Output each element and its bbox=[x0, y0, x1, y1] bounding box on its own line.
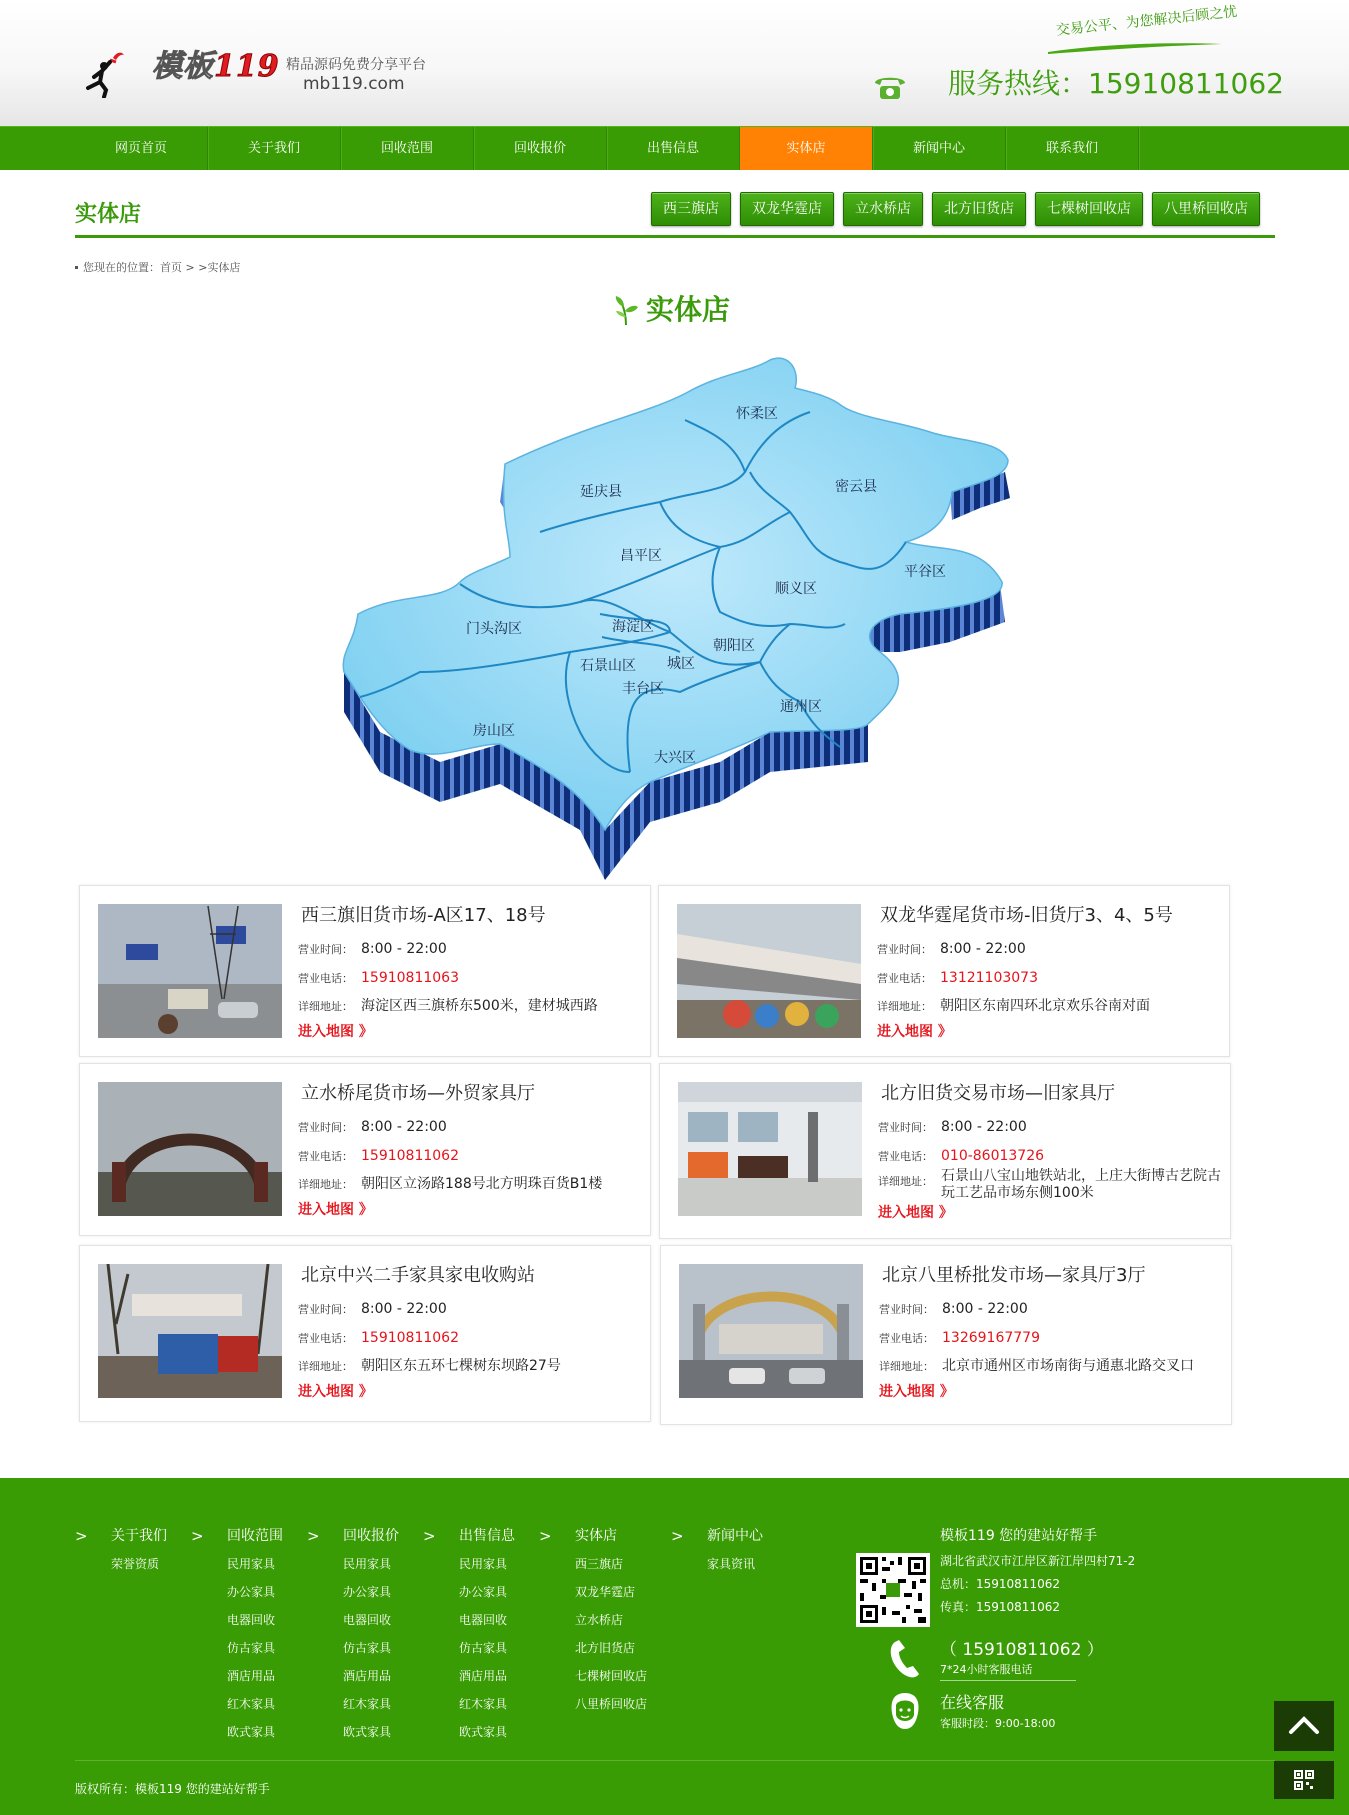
service-hotline: 服务热线：15910811062 bbox=[948, 67, 1284, 100]
store-address: 朝阳区立汤路188号北方明珠百货B1楼 bbox=[361, 1176, 603, 1192]
phone-label: 营业电话： bbox=[878, 1150, 933, 1163]
store-address: 海淀区西三旗桥东500米，建材城西路 bbox=[361, 998, 598, 1014]
footer-link[interactable]: 民用家具 bbox=[227, 1557, 276, 1571]
copyright: 版权所有：模板119 您的建站好帮手 bbox=[75, 1782, 270, 1796]
phone-handset-icon bbox=[887, 1638, 923, 1680]
district-label-chaoyang[interactable]: 朝阳区 bbox=[713, 638, 755, 654]
nav-item-news[interactable]: 新闻中心 bbox=[873, 127, 1006, 170]
district-label-changping[interactable]: 昌平区 bbox=[620, 548, 662, 564]
store-card bbox=[659, 1063, 1231, 1239]
footer-address: 湖北省武汉市江岸区新江岸四村71-2 bbox=[940, 1554, 1136, 1568]
store-hours: 8:00 - 22:00 bbox=[940, 941, 1026, 957]
hours-label: 营业时间： bbox=[298, 1303, 353, 1316]
footer-link[interactable]: 办公家具 bbox=[459, 1585, 508, 1599]
district-label-haidian[interactable]: 海淀区 bbox=[612, 619, 654, 635]
footer-link[interactable]: 七棵树回收店 bbox=[575, 1669, 648, 1683]
section-title: 实体店 bbox=[75, 202, 142, 227]
store-hours: 8:00 - 22:00 bbox=[942, 1301, 1028, 1317]
footer-link[interactable]: 办公家具 bbox=[343, 1585, 392, 1599]
footer-col-head[interactable]: 关于我们 bbox=[111, 1528, 167, 1544]
store-card bbox=[658, 885, 1230, 1057]
footer-col-head[interactable]: 回收范围 bbox=[227, 1528, 283, 1544]
enter-map-link[interactable]: 进入地图 》 bbox=[879, 1384, 954, 1400]
qr-code-button[interactable] bbox=[1274, 1761, 1334, 1799]
store-card bbox=[79, 1245, 651, 1422]
store-hours-row bbox=[298, 1118, 447, 1137]
store-tab-shuanglong[interactable]: 双龙华霆店 bbox=[740, 192, 834, 226]
district-label-fangshan[interactable]: 房山区 bbox=[473, 723, 515, 739]
footer-divider bbox=[75, 1760, 1275, 1761]
arrow-icon: > bbox=[423, 1527, 436, 1545]
store-photo[interactable] bbox=[98, 1264, 282, 1398]
address-label: 详细地址： bbox=[877, 1000, 932, 1013]
store-phone: 010-86013726 bbox=[941, 1148, 1045, 1164]
footer-link[interactable]: 红木家具 bbox=[343, 1697, 392, 1711]
enter-map-link[interactable]: 进入地图 》 bbox=[298, 1384, 373, 1400]
footer-link[interactable]: 家具资讯 bbox=[707, 1557, 756, 1571]
store-address-row bbox=[298, 997, 598, 1016]
store-tab-baliqiao[interactable]: 八里桥回收店 bbox=[1152, 192, 1260, 226]
store-hours-row bbox=[877, 940, 1026, 959]
footer-link[interactable]: 欧式家具 bbox=[459, 1725, 508, 1739]
phone-label: 营业电话： bbox=[298, 1332, 353, 1345]
telephone-icon bbox=[872, 73, 908, 101]
bullet-icon bbox=[75, 266, 78, 269]
breadcrumb-current: 实体店 bbox=[207, 261, 241, 274]
footer-link[interactable]: 欧式家具 bbox=[343, 1725, 392, 1739]
footer-col-about bbox=[75, 1522, 167, 1578]
store-address-row bbox=[298, 1175, 602, 1194]
footer-link[interactable]: 欧式家具 bbox=[227, 1725, 276, 1739]
phone-label: 营业电话： bbox=[298, 1150, 353, 1163]
main-nav bbox=[0, 126, 1349, 170]
footer-link[interactable]: 电器回收 bbox=[343, 1613, 392, 1627]
address-label: 详细地址： bbox=[879, 1360, 934, 1373]
footer-col-head[interactable]: 实体店 bbox=[575, 1528, 617, 1544]
hours-label: 营业时间： bbox=[298, 943, 353, 956]
footer-link[interactable]: 仿古家具 bbox=[343, 1641, 392, 1655]
footer-link[interactable]: 仿古家具 bbox=[459, 1641, 508, 1655]
logo-wordmark[interactable] bbox=[152, 49, 280, 84]
store-phone-row bbox=[298, 1147, 459, 1166]
nav-item-contact[interactable]: 联系我们 bbox=[1006, 127, 1139, 170]
header-slogan: 交易公平、为您解决后顾之忧 bbox=[1055, 3, 1238, 39]
back-to-top-button[interactable] bbox=[1274, 1701, 1334, 1751]
phone-label: 营业电话： bbox=[879, 1332, 934, 1345]
customer-service-icon[interactable] bbox=[888, 1691, 922, 1731]
district-label-huairou[interactable]: 怀柔区 bbox=[736, 406, 778, 422]
district-label-miyun[interactable]: 密云县 bbox=[835, 479, 877, 495]
logo-domain: mb119.com bbox=[303, 74, 405, 94]
address-label: 详细地址： bbox=[298, 1178, 353, 1191]
arrow-icon: > bbox=[307, 1527, 320, 1545]
footer-link[interactable]: 仿古家具 bbox=[227, 1641, 276, 1655]
slogan-swoosh-icon bbox=[1044, 36, 1226, 56]
site-footer bbox=[0, 1478, 1349, 1815]
store-photo[interactable] bbox=[677, 904, 861, 1038]
online-service-link[interactable]: 在线客服 bbox=[940, 1693, 1005, 1712]
nav-item-sales[interactable]: 出售信息 bbox=[607, 127, 740, 170]
footer-link[interactable]: 西三旗店 bbox=[575, 1557, 624, 1571]
footer-link[interactable]: 红木家具 bbox=[227, 1697, 276, 1711]
logo-tagline: 精品源码免费分享平台 bbox=[286, 57, 426, 73]
page-heading bbox=[612, 290, 730, 330]
footer-col-news bbox=[671, 1522, 763, 1578]
district-label-chengqu[interactable]: 城区 bbox=[667, 656, 695, 672]
footer-link[interactable]: 北方旧货店 bbox=[575, 1641, 636, 1655]
footer-link[interactable]: 电器回收 bbox=[459, 1613, 508, 1627]
store-address: 北京市通州区市场南街与通惠北路交叉口 bbox=[942, 1358, 1194, 1374]
store-address-row bbox=[879, 1357, 1194, 1376]
district-label-daxing[interactable]: 大兴区 bbox=[654, 750, 696, 766]
footer-col-sales bbox=[423, 1522, 515, 1746]
district-label-shijingshan[interactable]: 石景山区 bbox=[580, 658, 636, 674]
store-address: 朝阳区东五环七棵树东坝路27号 bbox=[361, 1358, 561, 1374]
address-label: 详细地址： bbox=[878, 1175, 933, 1188]
footer-col-head[interactable]: 出售信息 bbox=[459, 1528, 515, 1544]
breadcrumb-prefix: 您现在的位置： bbox=[83, 261, 160, 274]
footer-link[interactable]: 办公家具 bbox=[227, 1585, 276, 1599]
nav-item-home[interactable]: 网页首页 bbox=[75, 127, 208, 170]
store-hours: 8:00 - 22:00 bbox=[361, 1119, 447, 1135]
store-title: 北方旧货交易市场—旧家具厅 bbox=[881, 1083, 1115, 1104]
store-tabs bbox=[651, 192, 1260, 226]
arrow-icon: > bbox=[191, 1527, 204, 1545]
store-hours: 8:00 - 22:00 bbox=[361, 941, 447, 957]
qr-small-icon bbox=[1274, 1761, 1334, 1799]
store-address-row bbox=[878, 1168, 1228, 1202]
store-hours: 8:00 - 22:00 bbox=[361, 1301, 447, 1317]
online-service-hours: 客服时段：9:00-18:00 bbox=[940, 1717, 1056, 1730]
beijing-district-map[interactable] bbox=[340, 352, 1015, 880]
section-divider bbox=[75, 235, 1275, 238]
address-label: 详细地址： bbox=[298, 1000, 353, 1013]
hours-label: 营业时间： bbox=[879, 1303, 934, 1316]
store-phone-row bbox=[879, 1329, 1040, 1348]
store-card bbox=[79, 1063, 651, 1236]
arrow-icon: > bbox=[671, 1527, 684, 1545]
store-phone: 13121103073 bbox=[940, 970, 1038, 986]
store-title: 立水桥尾货市场—外贸家具厅 bbox=[301, 1083, 535, 1104]
arrow-icon: > bbox=[75, 1527, 88, 1545]
footer-link[interactable]: 双龙华霆店 bbox=[575, 1585, 636, 1599]
footer-company-info bbox=[940, 1522, 1135, 1619]
footer-fax: 传真：15910811062 bbox=[940, 1600, 1060, 1614]
store-tab-qikeshu[interactable]: 七棵树回收店 bbox=[1035, 192, 1143, 226]
footer-col-head[interactable]: 新闻中心 bbox=[707, 1528, 763, 1544]
footer-phone: （ 15910811062 ） bbox=[940, 1640, 1104, 1660]
site-header bbox=[0, 0, 1349, 126]
address-label: 详细地址： bbox=[298, 1360, 353, 1373]
breadcrumb-separator: > > bbox=[185, 261, 208, 274]
store-phone: 13269167779 bbox=[942, 1330, 1040, 1346]
store-photo[interactable] bbox=[98, 904, 282, 1038]
store-hours-row bbox=[878, 1118, 1027, 1137]
store-phone: 15910811062 bbox=[361, 1330, 459, 1346]
enter-map-link[interactable]: 进入地图 》 bbox=[298, 1202, 373, 1218]
enter-map-link[interactable]: 进入地图 》 bbox=[878, 1205, 953, 1221]
store-hours-row bbox=[298, 940, 447, 959]
store-card bbox=[79, 885, 651, 1057]
store-title: 北京中兴二手家具家电收购站 bbox=[301, 1265, 535, 1286]
chevron-up-icon bbox=[1274, 1701, 1334, 1751]
district-label-fengtai[interactable]: 丰台区 bbox=[622, 681, 664, 697]
footer-company-name: 模板119 您的建站好帮手 bbox=[940, 1528, 1098, 1544]
store-address-row bbox=[877, 997, 1150, 1016]
footer-link[interactable]: 荣誉资质 bbox=[111, 1557, 160, 1571]
district-label-mentougou[interactable]: 门头沟区 bbox=[466, 621, 522, 637]
store-tab-xisanqi[interactable]: 西三旗店 bbox=[651, 192, 731, 226]
enter-map-link[interactable]: 进入地图 》 bbox=[298, 1024, 373, 1040]
footer-link[interactable]: 立水桥店 bbox=[575, 1613, 624, 1627]
nav-item-stores[interactable]: 实体店 bbox=[740, 127, 873, 170]
nav-item-scope[interactable]: 回收范围 bbox=[341, 127, 474, 170]
district-label-yanqing[interactable]: 延庆县 bbox=[580, 484, 622, 500]
breadcrumb bbox=[75, 260, 240, 276]
footer-col-scope bbox=[191, 1522, 283, 1746]
footer-link[interactable]: 酒店用品 bbox=[343, 1669, 392, 1683]
phone-label: 营业电话： bbox=[877, 972, 932, 985]
footer-link[interactable]: 民用家具 bbox=[459, 1557, 508, 1571]
nav-item-about[interactable]: 关于我们 bbox=[208, 127, 341, 170]
footer-link[interactable]: 酒店用品 bbox=[459, 1669, 508, 1683]
logo-number: 119 bbox=[214, 49, 280, 84]
store-phone-row bbox=[877, 969, 1038, 988]
store-title: 西三旗旧货市场-A区17、18号 bbox=[301, 905, 546, 926]
footer-col-quote bbox=[307, 1522, 399, 1746]
store-photo[interactable] bbox=[98, 1082, 282, 1216]
store-hours-row bbox=[879, 1300, 1028, 1319]
footer-phone-sub: 7*24小时客服电话 bbox=[940, 1662, 1076, 1681]
leaf-icon bbox=[612, 293, 640, 327]
store-address-row bbox=[298, 1357, 561, 1376]
arrow-icon: > bbox=[539, 1527, 552, 1545]
phone-label: 营业电话： bbox=[298, 972, 353, 985]
store-hours: 8:00 - 22:00 bbox=[941, 1119, 1027, 1135]
footer-link[interactable]: 红木家具 bbox=[459, 1697, 508, 1711]
district-label-shunyi[interactable]: 顺义区 bbox=[775, 581, 817, 597]
store-phone-row bbox=[298, 969, 459, 988]
logo-word: 模板 bbox=[152, 49, 214, 84]
hours-label: 营业时间： bbox=[878, 1121, 933, 1134]
enter-map-link[interactable]: 进入地图 》 bbox=[877, 1024, 952, 1040]
store-title: 北京八里桥批发市场—家具厅3厅 bbox=[882, 1265, 1146, 1286]
store-phone-row bbox=[298, 1329, 459, 1348]
store-tab-lishuiqiao[interactable]: 立水桥店 bbox=[843, 192, 923, 226]
store-photo[interactable] bbox=[679, 1264, 863, 1398]
store-address: 朝阳区东南四环北京欢乐谷南对面 bbox=[940, 998, 1150, 1014]
footer-col-stores bbox=[539, 1522, 647, 1718]
hours-label: 营业时间： bbox=[877, 943, 932, 956]
store-phone: 15910811063 bbox=[361, 970, 459, 986]
footer-tel: 总机：15910811062 bbox=[940, 1577, 1060, 1591]
footer-link[interactable]: 民用家具 bbox=[343, 1557, 392, 1571]
store-phone: 15910811062 bbox=[361, 1148, 459, 1164]
footer-link[interactable]: 酒店用品 bbox=[227, 1669, 276, 1683]
hours-label: 营业时间： bbox=[298, 1121, 353, 1134]
page-heading-text: 实体店 bbox=[646, 293, 731, 326]
torch-runner-logo-icon[interactable] bbox=[80, 50, 130, 98]
nav-item-quote[interactable]: 回收报价 bbox=[474, 127, 607, 170]
district-label-tongzhou[interactable]: 通州区 bbox=[780, 699, 822, 715]
district-label-pinggu[interactable]: 平谷区 bbox=[904, 564, 946, 580]
qr-code-icon bbox=[856, 1553, 930, 1627]
store-hours-row bbox=[298, 1300, 447, 1319]
store-address: 石景山八宝山地铁站北，上庄大街博古艺院古玩工艺品市场东侧100米 bbox=[941, 1168, 1221, 1201]
footer-link[interactable]: 电器回收 bbox=[227, 1613, 276, 1627]
store-title: 双龙华霆尾货市场-旧货厅3、4、5号 bbox=[880, 905, 1173, 926]
footer-col-head[interactable]: 回收报价 bbox=[343, 1528, 399, 1544]
store-photo[interactable] bbox=[678, 1082, 862, 1216]
store-phone-row bbox=[878, 1147, 1044, 1166]
breadcrumb-home[interactable]: 首页 bbox=[160, 261, 182, 274]
store-tab-beifang[interactable]: 北方旧货店 bbox=[932, 192, 1026, 226]
footer-link[interactable]: 八里桥回收店 bbox=[575, 1697, 648, 1711]
store-card bbox=[660, 1245, 1232, 1425]
